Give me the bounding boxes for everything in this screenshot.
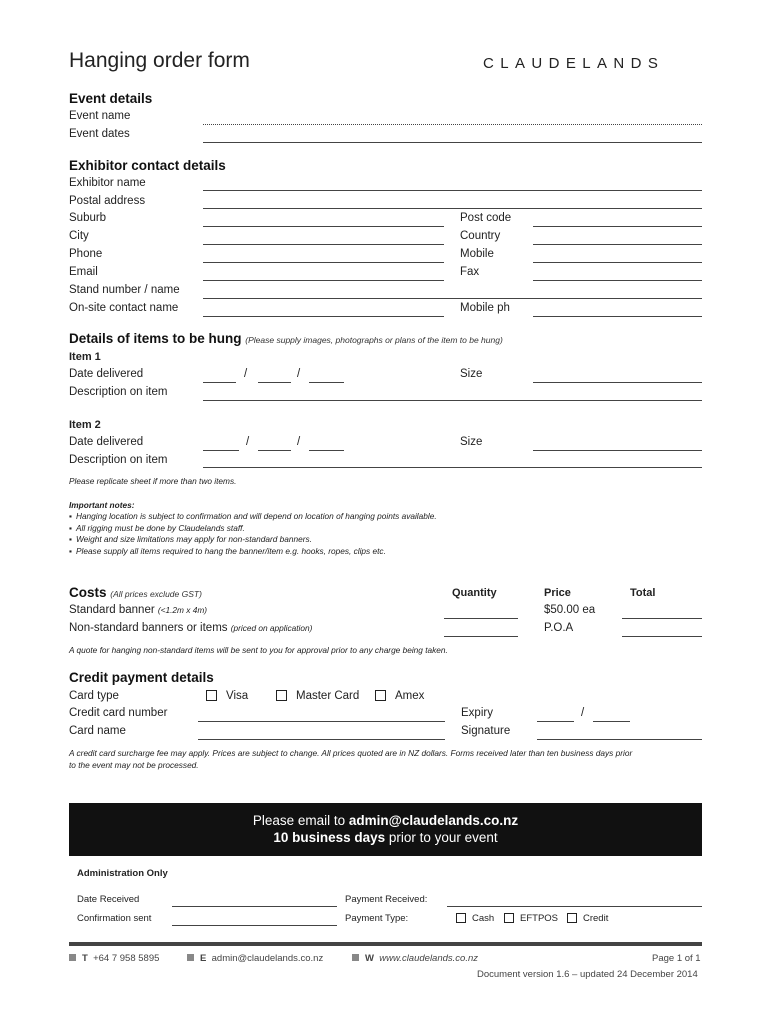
- footer-web-label: W: [365, 953, 374, 964]
- signature-field[interactable]: [537, 739, 702, 740]
- item-1-date-sep-1: /: [244, 368, 248, 380]
- amex-label: Amex: [395, 690, 425, 702]
- banner-suffix: prior to your event: [385, 830, 498, 845]
- nonstandard-total-field[interactable]: [622, 636, 702, 637]
- city-label: City: [69, 230, 89, 242]
- onsite-contact-label: On-site contact name: [69, 302, 179, 314]
- item-1-description-label: Description on item: [69, 386, 168, 398]
- mobile-ph-label: Mobile ph: [460, 302, 510, 314]
- expiry-sep: /: [581, 707, 585, 719]
- standard-quantity-field[interactable]: [444, 618, 518, 619]
- mobile-ph-field[interactable]: [533, 316, 702, 317]
- suburb-field[interactable]: [203, 226, 444, 227]
- footer-phone-label: T: [82, 953, 88, 964]
- price-header: Price: [544, 587, 571, 599]
- visa-checkbox[interactable]: [206, 690, 217, 701]
- costs-heading: [69, 585, 202, 600]
- exhibitor-heading: Exhibitor contact details: [69, 158, 226, 173]
- important-notes-list: [69, 511, 437, 557]
- payment-received-label: Payment Received:: [345, 894, 428, 905]
- item-2-date-sep-1: /: [246, 436, 250, 448]
- postal-address-label: Postal address: [69, 195, 146, 207]
- items-heading-text: Details of items to be hung: [69, 331, 242, 346]
- fax-label: Fax: [460, 266, 480, 278]
- amex-checkbox[interactable]: [375, 690, 386, 701]
- card-type-label: Card type: [69, 690, 119, 702]
- phone-field[interactable]: [203, 262, 444, 263]
- important-notes-heading: Important notes:: [69, 500, 135, 510]
- expiry-label: Expiry: [461, 707, 493, 719]
- item-2-date-month[interactable]: [258, 450, 291, 451]
- footer-phone: [69, 953, 159, 964]
- item-1-date-sep-2: /: [297, 368, 301, 380]
- quote-note: A quote for hanging non-standard items will be sent to you for approval prior to any charge being taken.: [69, 645, 448, 655]
- item-1-date-day[interactable]: [203, 382, 236, 383]
- footer-email-link[interactable]: admin@claudelands.co.nz: [211, 953, 324, 964]
- nonstandard-quantity-field[interactable]: [444, 636, 518, 637]
- standard-banner-label: [69, 604, 207, 616]
- signature-label: Signature: [461, 725, 511, 737]
- expiry-month-field[interactable]: [537, 721, 574, 722]
- nonstandard-price: P.O.A: [544, 622, 574, 634]
- cash-checkbox[interactable]: [456, 913, 466, 923]
- credit-heading: Credit payment details: [69, 670, 214, 685]
- visa-label: Visa: [226, 690, 249, 702]
- postal-address-field[interactable]: [203, 208, 702, 209]
- email-banner: [69, 803, 702, 856]
- country-label: Country: [460, 230, 501, 242]
- cash-label: Cash: [472, 913, 495, 924]
- item-2-date-sep-2: /: [297, 436, 301, 448]
- square-bullet-icon: [69, 954, 76, 961]
- item-1-date-label: Date delivered: [69, 368, 144, 380]
- postcode-field[interactable]: [533, 226, 702, 227]
- credit-label: Credit: [583, 913, 609, 924]
- replicate-note: Please replicate sheet if more than two items.: [69, 476, 237, 486]
- standard-banner-text: Standard banner: [69, 604, 155, 616]
- standard-total-field[interactable]: [622, 618, 702, 619]
- item-2-date-day[interactable]: [203, 450, 239, 451]
- banner-days: 10 business days: [273, 830, 386, 845]
- event-dates-field[interactable]: [203, 142, 702, 143]
- exhibitor-name-field[interactable]: [203, 190, 702, 191]
- item-2-date-label: Date delivered: [69, 436, 144, 448]
- mastercard-label: Master Card: [296, 690, 360, 702]
- card-number-label: Credit card number: [69, 707, 168, 719]
- item-1-size-field[interactable]: [533, 382, 702, 383]
- item-1-description-field[interactable]: [203, 400, 702, 401]
- costs-heading-note: (All prices exclude GST): [110, 589, 202, 599]
- eftpos-label: EFTPOS: [520, 913, 559, 924]
- footer-version: Document version 1.6 – updated 24 December 2014: [477, 969, 698, 980]
- page-title: Hanging order form: [69, 49, 250, 72]
- exhibitor-name-label: Exhibitor name: [69, 177, 146, 189]
- event-dates-label: Event dates: [69, 128, 130, 140]
- stand-label: Stand number / name: [69, 284, 180, 296]
- credit-checkbox[interactable]: [567, 913, 577, 923]
- date-received-label: Date Received: [77, 894, 140, 905]
- admin-heading: Administration Only: [77, 868, 168, 879]
- standard-price: $50.00 ea: [544, 604, 596, 616]
- footer-email-label: E: [200, 953, 207, 964]
- banner-line-2: [69, 830, 702, 845]
- claudelands-logo: CLAUDELANDS: [483, 55, 665, 72]
- banner-prefix: Please email to: [252, 813, 349, 828]
- item-1-size-label: Size: [460, 368, 483, 380]
- date-received-field[interactable]: [172, 906, 337, 907]
- nonstandard-note: (priced on application): [230, 623, 313, 633]
- country-field[interactable]: [533, 244, 702, 245]
- banner-line-1: [69, 813, 702, 828]
- banner-email-link[interactable]: admin@claudelands.co.nz: [348, 813, 519, 828]
- footer-phone-value: +64 7 958 5895: [93, 953, 160, 964]
- item-1-heading: Item 1: [69, 351, 101, 363]
- payment-type-label: Payment Type:: [345, 913, 409, 924]
- item-1-date-month[interactable]: [258, 382, 291, 383]
- total-header: Total: [630, 587, 656, 599]
- stand-field[interactable]: [203, 298, 702, 299]
- footer-divider: [69, 942, 702, 946]
- items-heading-note: (Please supply images, photographs or plans of the item to be hung): [245, 335, 503, 345]
- mobile-label: Mobile: [460, 248, 494, 260]
- expiry-year-field[interactable]: [593, 721, 630, 722]
- credit-disclaimer-line-1: A credit card surcharge fee may apply. Prices are subject to change. All prices quoted are in NZ dollars. Forms received later than ten business days prior: [69, 748, 633, 758]
- nonstandard-label: [69, 622, 312, 634]
- item-2-date-year[interactable]: [309, 450, 344, 451]
- item-2-size-label: Size: [460, 436, 483, 448]
- email-field[interactable]: [203, 280, 444, 281]
- item-2-heading: Item 2: [69, 419, 101, 431]
- costs-heading-text: Costs: [69, 585, 107, 600]
- event-name-field[interactable]: [203, 124, 702, 125]
- onsite-contact-field[interactable]: [203, 316, 444, 317]
- confirmation-sent-field[interactable]: [172, 925, 337, 926]
- square-bullet-icon: [352, 954, 359, 961]
- item-2-description-label: Description on item: [69, 454, 168, 466]
- city-field[interactable]: [203, 244, 444, 245]
- footer-web: [352, 953, 478, 964]
- note-item: ▪ All rigging must be done by Claudelands staff.: [69, 523, 437, 535]
- item-2-size-field[interactable]: [533, 450, 702, 451]
- card-name-field[interactable]: [198, 739, 445, 740]
- card-number-field[interactable]: [198, 721, 445, 722]
- eftpos-checkbox[interactable]: [504, 913, 514, 923]
- event-details-heading: Event details: [69, 91, 153, 106]
- items-heading: [69, 331, 503, 346]
- payment-received-field[interactable]: [447, 906, 702, 907]
- note-item: ▪ Hanging location is subject to confirmation and will depend on location of hanging points available.: [69, 511, 437, 523]
- postcode-label: Post code: [460, 212, 512, 224]
- item-1-date-year[interactable]: [309, 382, 344, 383]
- card-name-label: Card name: [69, 725, 126, 737]
- suburb-label: Suburb: [69, 212, 107, 224]
- item-2-description-field[interactable]: [203, 467, 702, 468]
- event-name-label: Event name: [69, 110, 131, 122]
- mastercard-checkbox[interactable]: [276, 690, 287, 701]
- confirmation-sent-label: Confirmation sent: [77, 913, 152, 924]
- note-item: ▪ Please supply all items required to hang the banner/item e.g. hooks, ropes, clips etc.: [69, 546, 437, 558]
- square-bullet-icon: [187, 954, 194, 961]
- phone-label: Phone: [69, 248, 103, 260]
- footer-email: [187, 953, 323, 964]
- nonstandard-text: Non-standard banners or items: [69, 622, 228, 634]
- footer-web-link[interactable]: www.claudelands.co.nz: [379, 953, 478, 964]
- fax-field[interactable]: [533, 280, 702, 281]
- standard-banner-note: (<1.2m x 4m): [157, 605, 207, 615]
- mobile-field[interactable]: [533, 262, 702, 263]
- email-label: Email: [69, 266, 98, 278]
- note-item: ▪ Weight and size limitations may apply for non-standard banners.: [69, 534, 437, 546]
- footer-page: Page 1 of 1: [652, 953, 701, 964]
- credit-disclaimer-line-2: to the event may not be processed.: [69, 760, 199, 770]
- quantity-header: Quantity: [452, 587, 497, 599]
